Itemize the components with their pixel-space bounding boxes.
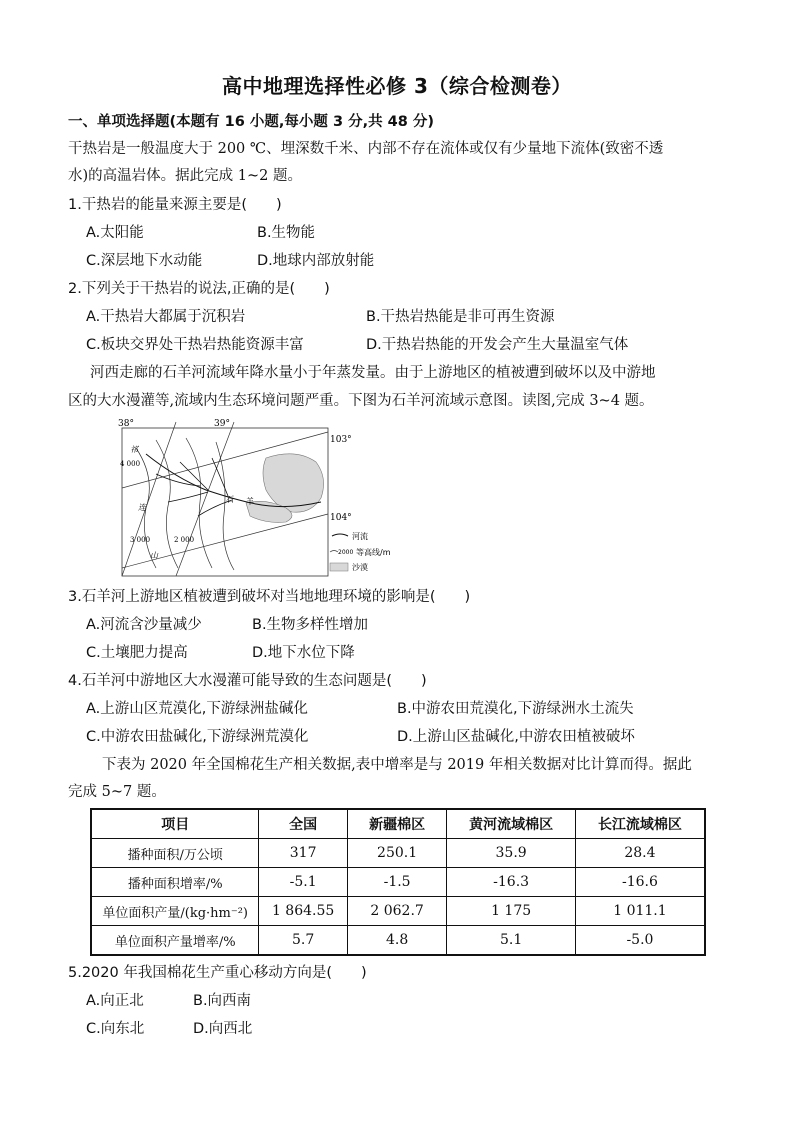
table-cell: 2 062.7 bbox=[347, 897, 446, 926]
lat-38-label: 38° bbox=[118, 419, 134, 429]
table-cell: 250.1 bbox=[347, 839, 446, 868]
table-header-row bbox=[91, 809, 705, 839]
map-label-shi: 石 bbox=[226, 495, 234, 504]
question-2-option-a[interactable]: A.干热岩大都属于沉积岩 bbox=[86, 309, 246, 325]
table-row bbox=[91, 839, 705, 868]
legend-contour-icon bbox=[330, 551, 338, 553]
question-2-option-d[interactable]: D.干热岩热能的开发会产生大量温室气体 bbox=[366, 337, 629, 353]
shiyang-river-basin-map bbox=[116, 418, 412, 578]
map-label-lian: 连 bbox=[138, 503, 146, 512]
question-4-option-d[interactable]: D.上游山区盐碱化,中游农田植被破坏 bbox=[397, 729, 635, 745]
question-1-option-b[interactable]: B.生物能 bbox=[257, 225, 316, 241]
table-header-cell: 项目 bbox=[91, 809, 259, 839]
passage-1-line-2: 水)的高温岩体。据此完成 1~2 题。 bbox=[68, 168, 302, 184]
question-5-option-a[interactable]: A.向正北 bbox=[86, 993, 144, 1009]
table-cell: 1 011.1 bbox=[575, 897, 705, 926]
question-4-option-c[interactable]: C.中游农田盐碱化,下游绿洲荒漠化 bbox=[86, 729, 309, 745]
table-row bbox=[91, 868, 705, 897]
table-cell: 播种面积/万公顷 bbox=[91, 839, 259, 868]
section-heading: 一、单项选择题(本题有 16 小题,每小题 3 分,共 48 分) bbox=[68, 114, 435, 130]
table-cell: -16.6 bbox=[575, 868, 705, 897]
question-1-option-d[interactable]: D.地球内部放射能 bbox=[257, 253, 375, 269]
legend-contour-label: 等高线/m bbox=[356, 548, 391, 557]
table-header-cell: 黄河流域棉区 bbox=[447, 809, 576, 839]
legend-desert-icon bbox=[330, 563, 348, 571]
lon-104-label: 104° bbox=[330, 513, 352, 523]
legend-river-icon bbox=[332, 534, 348, 536]
table-cell: 播种面积增率/% bbox=[91, 868, 259, 897]
question-4-option-b[interactable]: B.中游农田荒漠化,下游绿洲水土流失 bbox=[397, 701, 634, 717]
question-5-stem: 5.2020 年我国棉花生产重心移动方向是( ) bbox=[68, 965, 367, 981]
question-5-option-c[interactable]: C.向东北 bbox=[86, 1021, 145, 1037]
question-3-option-d[interactable]: D.地下水位下降 bbox=[252, 645, 355, 661]
table-cell: 单位面积产量/(kg·hm⁻²) bbox=[91, 897, 259, 926]
table-cell: 5.7 bbox=[259, 926, 347, 956]
legend-desert-label: 沙漠 bbox=[352, 563, 368, 572]
legend-river-label: 河流 bbox=[352, 532, 368, 541]
table-cell: -5.1 bbox=[259, 868, 347, 897]
table-cell: 28.4 bbox=[575, 839, 705, 868]
cotton-data-table bbox=[90, 808, 706, 956]
page-title: 高中地理选择性必修 3（综合检测卷） bbox=[222, 74, 572, 98]
table-cell: 1 864.55 bbox=[259, 897, 347, 926]
map-label-qi: 祁 bbox=[130, 445, 138, 454]
question-3-stem: 3.石羊河上游地区植被遭到破坏对当地地理环境的影响是( ) bbox=[68, 589, 471, 605]
table-cell: 35.9 bbox=[447, 839, 576, 868]
map-label-shan: 山 bbox=[150, 551, 158, 560]
table-row bbox=[91, 897, 705, 926]
lon-103-label: 103° bbox=[330, 435, 352, 445]
question-1-option-c[interactable]: C.深层地下水动能 bbox=[86, 253, 203, 269]
contour-4000-label: 4 000 bbox=[120, 460, 141, 468]
contour-3000-label: 3 000 bbox=[130, 536, 151, 544]
table-cell: -1.5 bbox=[347, 868, 446, 897]
table-header-cell: 全国 bbox=[259, 809, 347, 839]
table-cell: -16.3 bbox=[447, 868, 576, 897]
table-cell: 5.1 bbox=[447, 926, 576, 956]
question-3-option-a[interactable]: A.河流含沙量减少 bbox=[86, 617, 202, 633]
passage-2-line-1: 河西走廊的石羊河流域年降水量小于年蒸发量。由于上游地区的植被遭到破坏以及中游地 bbox=[90, 365, 656, 381]
table-cell: 317 bbox=[259, 839, 347, 868]
table-header-cell: 长江流域棉区 bbox=[575, 809, 705, 839]
passage-3-line-1: 下表为 2020 年全国棉花生产相关数据,表中增率是与 2019 年相关数据对比计算而得。据此 bbox=[102, 757, 692, 773]
question-2-stem: 2.下列关于干热岩的说法,正确的是( ) bbox=[68, 281, 330, 297]
question-4-option-a[interactable]: A.上游山区荒漠化,下游绿洲盐碱化 bbox=[86, 701, 308, 717]
question-5-option-b[interactable]: B.向西南 bbox=[193, 993, 252, 1009]
question-2-option-c[interactable]: C.板块交界处干热岩热能资源丰富 bbox=[86, 337, 304, 353]
table-header-cell: 新疆棉区 bbox=[347, 809, 446, 839]
lat-39-label: 39° bbox=[214, 419, 230, 429]
contour-2000-label: 2 000 bbox=[174, 536, 195, 544]
legend-contour-value: 2000 bbox=[338, 549, 354, 556]
passage-2-line-2: 区的大水漫灌等,流域内生态环境问题严重。下图为石羊河流域示意图。读图,完成 3~4 题。 bbox=[68, 393, 654, 409]
question-4-stem: 4.石羊河中游地区大水漫灌可能导致的生态问题是( ) bbox=[68, 673, 427, 689]
table-cell: 4.8 bbox=[347, 926, 446, 956]
table-cell: -5.0 bbox=[575, 926, 705, 956]
table-row bbox=[91, 926, 705, 956]
passage-1-line-1: 干热岩是一般温度大于 200 ℃、埋深数千米、内部不存在流体或仅有少量地下流体(致密不透 bbox=[68, 141, 664, 157]
question-5-option-d[interactable]: D.向西北 bbox=[193, 1021, 253, 1037]
table-cell: 单位面积产量增率/% bbox=[91, 926, 259, 956]
question-1-option-a[interactable]: A.太阳能 bbox=[86, 225, 144, 241]
table-cell: 1 175 bbox=[447, 897, 576, 926]
question-3-option-b[interactable]: B.生物多样性增加 bbox=[252, 617, 369, 633]
question-2-option-b[interactable]: B.干热岩热能是非可再生资源 bbox=[366, 309, 555, 325]
passage-3-line-2: 完成 5~7 题。 bbox=[68, 784, 166, 800]
question-3-option-c[interactable]: C.土壤肥力提高 bbox=[86, 645, 188, 661]
map-label-yang: 羊 bbox=[246, 497, 254, 506]
question-1-stem: 1.干热岩的能量来源主要是( ) bbox=[68, 197, 282, 213]
